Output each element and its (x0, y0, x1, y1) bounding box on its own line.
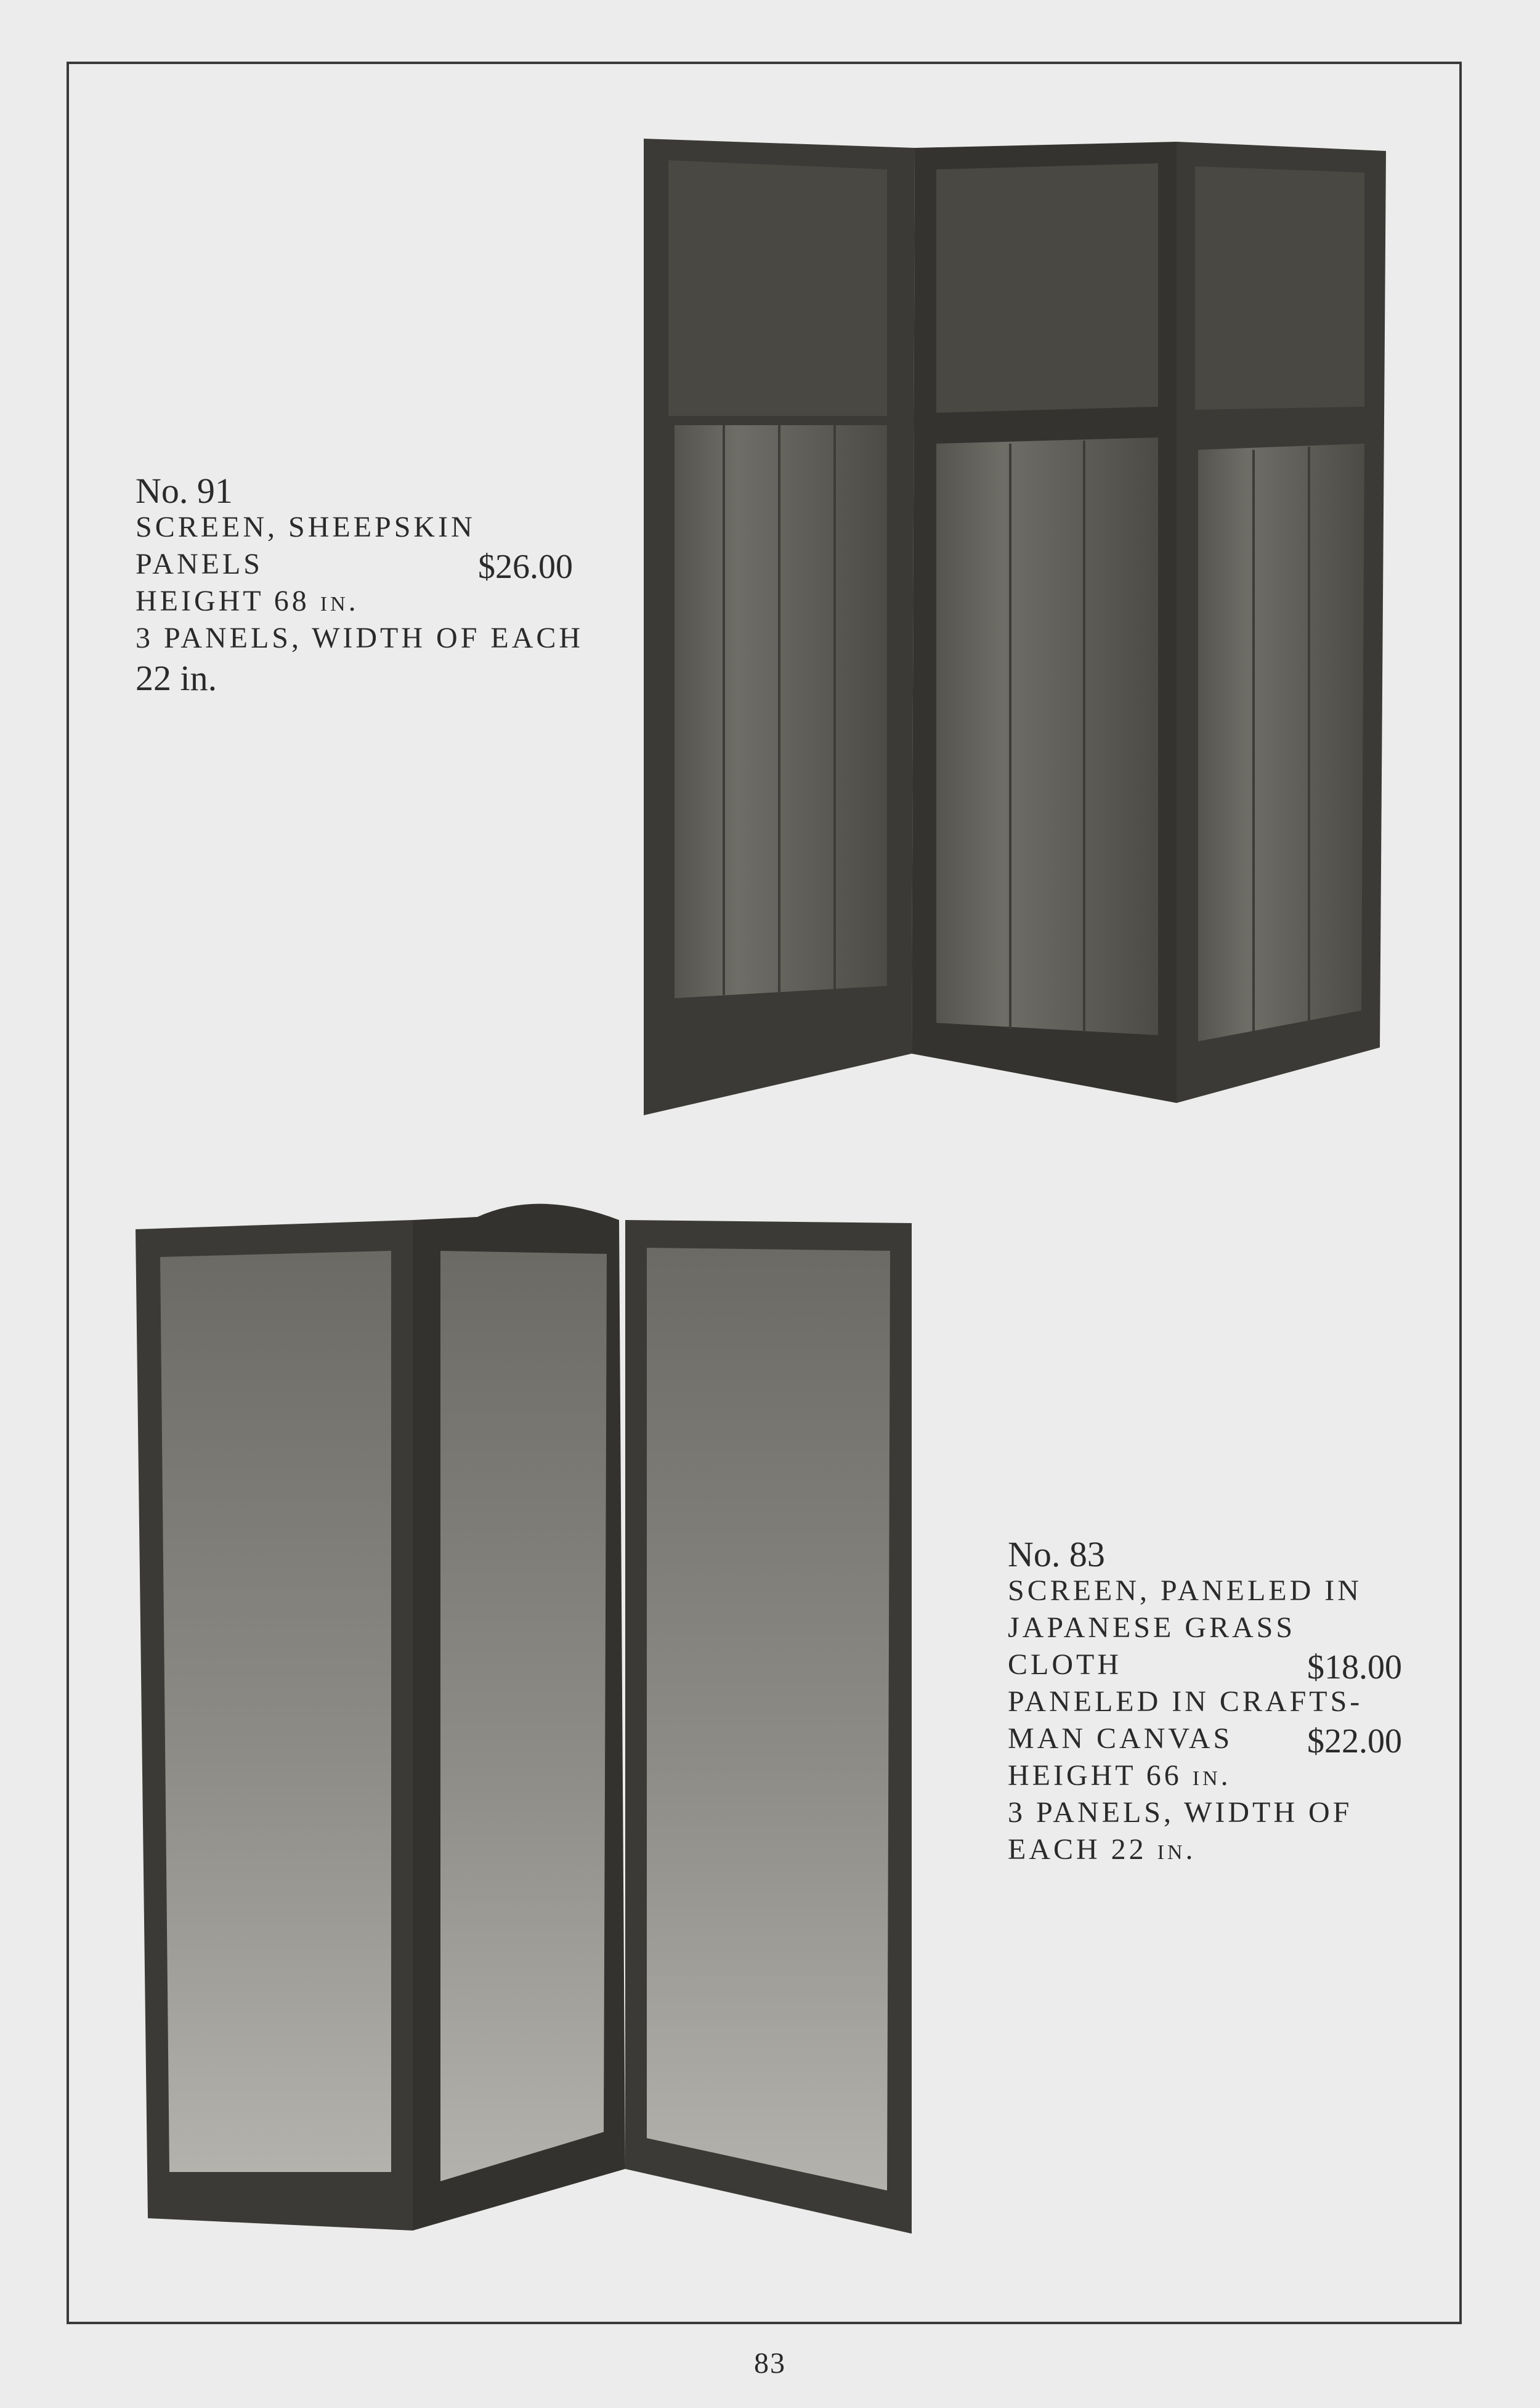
item-desc-line: CLOTH (1008, 1648, 1122, 1681)
screen-91-photo (641, 136, 1389, 1115)
screen-83-right-panel (625, 1220, 912, 2234)
item-height: HEIGHT 68 in. (136, 585, 359, 617)
item-desc-line: SCREEN, SHEEPSKIN (136, 511, 476, 543)
item-desc-line-with-price (136, 550, 573, 587)
item-price: $22.00 (1307, 1722, 1402, 1760)
item-desc-line: PANELED IN CRAFTS- (1008, 1685, 1363, 1718)
item-desc-line-with-price (1008, 1650, 1402, 1687)
item-width: 22 in. (136, 658, 217, 698)
item-desc-line: JAPANESE GRASS (1008, 1611, 1296, 1644)
screen-91-right-panel (1177, 142, 1386, 1103)
screen-83-photo (132, 1195, 915, 2243)
item-desc-line: MAN CANVAS (1008, 1722, 1233, 1755)
item-height: HEIGHT 66 in. (1008, 1759, 1231, 1792)
item-desc-line-with-price (1008, 1724, 1402, 1761)
item-number: No. 91 (136, 471, 233, 511)
item-width: EACH 22 in. (1008, 1833, 1196, 1866)
page-number: 83 (754, 2347, 786, 2380)
item-number: No. 83 (1008, 1534, 1105, 1574)
item-panels: 3 PANELS, WIDTH OF EACH (136, 622, 584, 654)
item-desc-line: SCREEN, PANELED IN (1008, 1574, 1362, 1607)
item-91-description (136, 471, 584, 700)
screen-83-middle-panel (413, 1204, 625, 2231)
item-price: $26.00 (478, 548, 573, 586)
screen-83-left-panel (136, 1220, 413, 2231)
item-desc-line: PANELS (136, 548, 263, 580)
item-83-description (1008, 1534, 1402, 1872)
screen-91-middle-panel (912, 142, 1177, 1103)
item-panels: 3 PANELS, WIDTH OF (1008, 1796, 1353, 1829)
screen-91-left-panel (644, 139, 915, 1115)
item-price: $18.00 (1307, 1648, 1402, 1686)
